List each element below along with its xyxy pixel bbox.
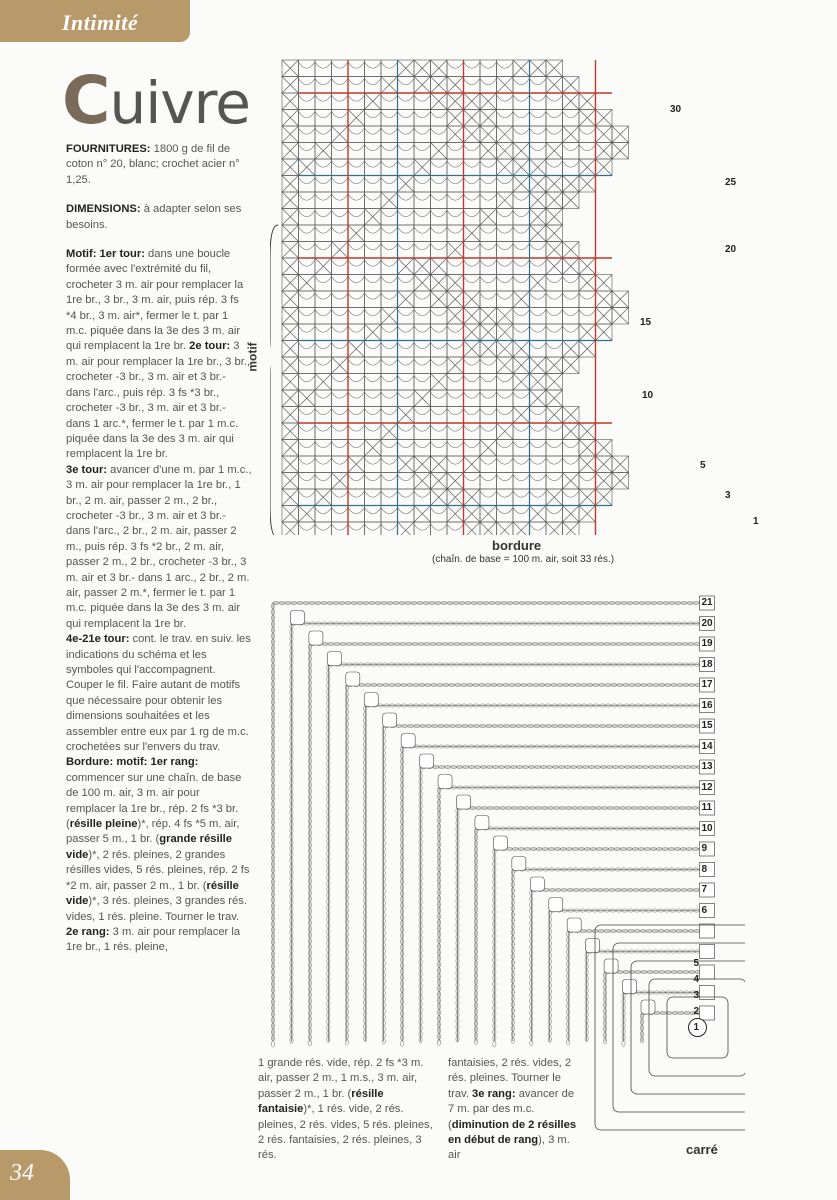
carre-row-number: 2 xyxy=(693,1005,700,1017)
col2-text-1: 1 grande rés. vide, rép. 2 fs *3 m. air, passer 2 m., 1 m.s., 3 m. air, passer 2 m., 1 br. ( xyxy=(258,1057,424,1100)
rang2-text: 3 m. air pour remplacer la 1re br., 1 rés. pleine, xyxy=(66,925,241,954)
tour4-text: cont. le trav. en suiv. les indications du schéma et les symboles qui l'accompagnent. Couper le fil. Faire autant de motifs que nécessaire pour obtenir les dimensions souhaitées et les assembler entre eux par 1 rg de m.c. crochetées sur l'envers du trav. xyxy=(66,633,251,754)
motif-label: Motif: 1er tour: xyxy=(66,248,145,261)
title-rest: uivre xyxy=(109,69,250,137)
carre-diagram xyxy=(265,595,745,1150)
tour3-text: avancer d'une m. par 1 m.c., 3 m. air pour remplacer la 1re br., 1 br., 2 m. air, passer 2 m., 2 br., crocheter -3 br., 3 m. air et 3 br.- dans l'arc., 2 br., 2 m. air, passer 2 m., puis rép. 3 fs *2 br., 2 m. air, passer 2 m., 2 br., crocheter -3 br., 3 m. air et 3 br.- dans 1 arc., 2 br., 2 m. air, passer 2 m.*, fermer le t. par 1 m.c. piquée dans la 3e des 3 m. air qui remplacent la 1re br. xyxy=(66,463,252,630)
col3-text-2: avancer de 7 m. par des m.c. ( xyxy=(448,1087,575,1131)
grande-resille: grande résille vide xyxy=(66,833,233,861)
resille-fantaisie: résille fantaisie xyxy=(258,1087,384,1116)
section-label: Intimité xyxy=(62,10,139,35)
carre-row-number: 3 xyxy=(693,989,700,1001)
tour4-label: 4e-21e tour: xyxy=(66,633,130,646)
tour3-label: 3e tour: xyxy=(66,463,108,476)
motif-label-vertical: motif xyxy=(245,342,260,372)
tour2-label: 2e tour: xyxy=(189,340,231,353)
dimensions-text: à adapter selon ses besoins. xyxy=(66,203,242,231)
diminution: diminution de 2 résilles en début de rang xyxy=(448,1118,577,1147)
carre-row-number: 19 xyxy=(701,638,713,649)
carre-row-number: 15 xyxy=(701,720,713,731)
bordure-caption: bordure xyxy=(492,538,542,553)
bordure-text-1: commencer sur une chaîn. de base de 100 m. air, 3 m. air pour remplacer la 1re br., rép. 2 fs *3 br. ( xyxy=(66,771,242,831)
resille-pleine: résille pleine xyxy=(69,818,138,831)
carre-row-number: 14 xyxy=(701,740,713,752)
title-initial: C xyxy=(62,62,110,139)
fournitures-label: FOURNITURES: xyxy=(66,143,151,155)
carre-row-number: 5 xyxy=(693,957,700,969)
carre-row-number: 16 xyxy=(701,699,713,711)
bordure-row-number: 25 xyxy=(725,177,737,188)
resille-vide: résille vide xyxy=(66,879,239,908)
bordure-text-3: )*, 2 rés. pleines, 2 grandes résilles vides, 5 rés. pleines, rép. 2 fs *2 m. air, passer 2 m., 1 br. ( xyxy=(66,848,250,892)
bordure-text-4: )*, 3 rés. pleines, 3 grandes rés. vides, 1 rés. pleine. Tourner le trav. xyxy=(66,895,247,923)
carre-row-number: 4 xyxy=(693,973,700,985)
dimensions-label: DIMENSIONS: xyxy=(66,203,141,216)
rang3-label: 3e rang: xyxy=(472,1087,516,1100)
carre-row-number: 6 xyxy=(701,904,708,916)
instructions-column-1 xyxy=(66,142,252,956)
col3-text-3: ), 3 m. air xyxy=(448,1134,570,1162)
carre-row-number: 11 xyxy=(701,802,713,813)
carre-row-number: 10 xyxy=(701,822,713,834)
bordure-row-number: 5 xyxy=(700,460,706,471)
carre-row-number: 20 xyxy=(701,617,713,629)
page-number: 34 xyxy=(10,1160,34,1186)
carre-row-number: 8 xyxy=(701,863,708,875)
carre-row-number: 21 xyxy=(701,597,713,608)
tour2-text: 3 m. air pour remplacer la 1re br., 3 br., crocheter -3 br., 3 m. air et 3 br.- dans l'arc., puis rép. 3 fs *3 br., crocheter -3 br., 3 m. air et 3 br.- dans 1 arc.*, fermer le t. par 1 m.c. piquée dans la 3e des 3 m. air qui remplacent la 1re br. xyxy=(66,340,251,461)
motif-text: dans une boucle formée avec l'extrémité du fil, crocheter 3 m. air pour remplacer la 1re br., 3 br., 3 m. air, puis rép. 3 fs *4 br., 3 m. air*, fermer le t. par 1 m.c. piquée dans la 3e des 3 m. air qui remplacent la 1re br. xyxy=(66,248,244,353)
carre-row-number: 12 xyxy=(701,781,713,793)
carre-row-number: 9 xyxy=(701,843,708,854)
bordure-row-number: 20 xyxy=(725,244,737,255)
col2-text-2: )*, 1 rés. vide, 2 rés. pleines, 2 rés. vides, 5 rés. pleines, 2 rés. fantaisies, 2 rés. pleines, 3 rés. xyxy=(258,1103,433,1162)
bordure-subcaption: (chaîn. de base = 100 m. air, soit 33 rés.) xyxy=(432,554,615,565)
carre-caption: carré xyxy=(686,1142,718,1157)
carre-row-number: 1 xyxy=(693,1021,700,1033)
bordure-text-2: )*, rép. 4 fs *5 m. air, passer 5 m., 1 br. ( xyxy=(66,818,240,846)
bordure-row-number: 15 xyxy=(640,317,652,328)
bordure-row-number: 3 xyxy=(725,490,731,501)
page-title xyxy=(62,62,250,139)
carre-row-number: 13 xyxy=(701,761,713,772)
carre-row-number: 18 xyxy=(701,658,713,670)
bordure-diagram xyxy=(270,55,770,535)
bordure-row-number: 10 xyxy=(642,390,654,401)
bordure-label: Bordure: motif: 1er rang: xyxy=(66,756,199,769)
carre-row-number: 17 xyxy=(701,679,713,690)
col3-text-1: fantaisies, 2 rés. vides, 2 rés. pleines. Tourner le trav. xyxy=(448,1057,572,1100)
bordure-row-number: 30 xyxy=(670,104,682,115)
carre-row-number: 7 xyxy=(701,884,708,895)
fournitures-text: 1800 g de fil de coton n° 20, blanc; crochet acier n° 1,25. xyxy=(66,143,240,186)
bordure-row-number: 1 xyxy=(753,516,759,527)
rang2-label: 2e rang: xyxy=(66,925,110,938)
